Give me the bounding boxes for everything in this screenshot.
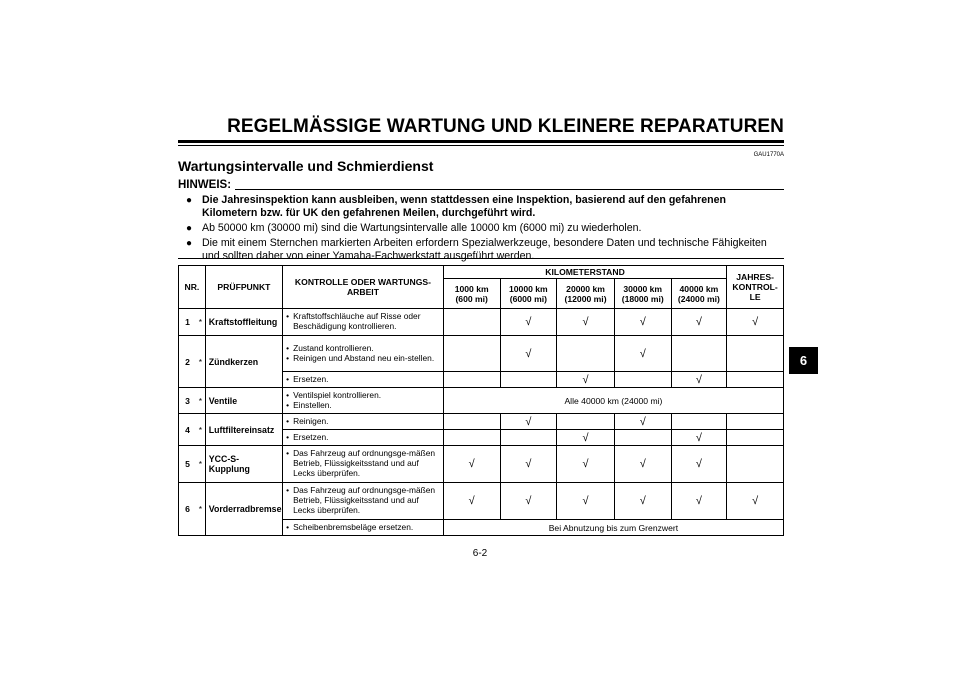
row-work: [283, 414, 444, 430]
bullet-icon: ●: [186, 195, 193, 206]
check-cell: √: [500, 483, 557, 520]
note-bullet-text: Die mit einem Sternchen markierten Arbeiten erfordern Spezialwerkzeuge, besondere Daten und technische Fähigkeiten und sollten daher von einer Yamaha-Fachwerkstatt ausgeführt werden.: [202, 237, 767, 262]
table-row: [179, 336, 784, 372]
row-work: [283, 430, 444, 446]
check-cell: [727, 430, 784, 446]
check-cell: [557, 336, 615, 372]
row-work: [283, 446, 444, 483]
maintenance-table: [178, 265, 784, 536]
note-bullet: [186, 222, 784, 235]
chapter-tab: 6: [789, 347, 818, 374]
row-number: 1: [179, 309, 197, 336]
check-cell: √: [557, 430, 615, 446]
check-cell: [500, 372, 557, 388]
row-number: 3: [179, 388, 197, 414]
section-heading: Wartungsintervalle und Schmierdienst: [178, 158, 434, 174]
row-item: YCC-S-Kupplung: [205, 446, 282, 483]
check-cell: [727, 372, 784, 388]
row-star: *: [196, 483, 205, 536]
check-cell: √: [614, 483, 671, 520]
note-bullet-text: Ab 50000 km (30000 mi) sind die Wartungsintervalle alle 10000 km (6000 mi) zu wiederholen.: [202, 222, 642, 234]
row-item: Luftfiltereinsatz: [205, 414, 282, 446]
table-row: [179, 388, 784, 414]
page-title: REGELMÄSSIGE WARTUNG UND KLEINERE REPARATUREN: [227, 116, 784, 137]
reference-code: GAU1770A: [753, 152, 784, 158]
row-star: *: [196, 309, 205, 336]
check-cell: [500, 430, 557, 446]
check-cell: √: [614, 446, 671, 483]
work-step: • Reinigen und Abstand neu ein-stellen.: [286, 354, 440, 364]
row-number: 5: [179, 446, 197, 483]
check-cell: [727, 414, 784, 430]
check-cell: [443, 336, 500, 372]
check-cell: √: [727, 483, 784, 520]
header-nr: NR.: [179, 266, 206, 309]
row-work: [283, 336, 444, 372]
check-cell: √: [671, 483, 727, 520]
header-km: 1000 km (600 mi): [443, 279, 500, 309]
check-cell: [443, 372, 500, 388]
bullet-icon: ●: [186, 223, 193, 234]
check-cell: [443, 309, 500, 336]
row-item: Vorderradbremse: [205, 483, 282, 536]
row-item: Ventile: [205, 388, 282, 414]
work-step: • Das Fahrzeug auf ordnungsge-mäßen Betrieb, Flüssigkeitsstand und auf Lecks überprüfen.: [286, 449, 440, 478]
work-step: • Reinigen.: [286, 417, 440, 427]
check-cell: √: [500, 309, 557, 336]
check-cell: [727, 336, 784, 372]
work-step: • Ersetzen.: [286, 433, 440, 443]
header-km: 30000 km (18000 mi): [614, 279, 671, 309]
check-cell: √: [671, 446, 727, 483]
work-step: • Einstellen.: [286, 401, 440, 411]
title-rule: [178, 140, 784, 146]
check-cell: √: [500, 446, 557, 483]
check-cell: √: [443, 483, 500, 520]
check-cell: [557, 414, 615, 430]
check-cell: √: [614, 309, 671, 336]
check-cell: [671, 414, 727, 430]
header-km: 40000 km (24000 mi): [671, 279, 727, 309]
work-step: • Scheibenbremsbeläge ersetzen.: [286, 523, 440, 533]
check-cell: √: [671, 309, 727, 336]
check-cell: [671, 336, 727, 372]
header-item: PRÜFPUNKT: [205, 266, 282, 309]
row-star: *: [196, 414, 205, 446]
row-work: [283, 388, 444, 414]
check-cell: [443, 414, 500, 430]
work-step: • Das Fahrzeug auf ordnungsge-mäßen Betrieb, Flüssigkeitsstand und auf Lecks überprüfen.: [286, 486, 440, 515]
row-number: 4: [179, 414, 197, 446]
note-bullet: [186, 237, 784, 263]
check-cell: √: [557, 483, 615, 520]
check-cell: √: [614, 414, 671, 430]
row-star: *: [196, 446, 205, 483]
check-cell: √: [500, 336, 557, 372]
table-row: [179, 483, 784, 520]
check-cell: √: [557, 446, 615, 483]
row-work: [283, 372, 444, 388]
row-work: [283, 483, 444, 520]
note-header: [178, 178, 784, 192]
header-km-group: KILOMETERSTAND: [443, 266, 726, 279]
row-work: [283, 520, 444, 536]
note-bullet-text: Die Jahresinspektion kann ausbleiben, wenn stattdessen eine Inspektion, basierend auf den gefahrenen Kilometern bzw. für UK den gefahrenen Meilen, durchgeführt wird.: [202, 194, 726, 219]
note-label: HINWEIS:: [178, 179, 232, 191]
check-cell: √: [443, 446, 500, 483]
interval-cell: Bei Abnutzung bis zum Grenzwert: [443, 520, 783, 536]
check-cell: √: [557, 372, 615, 388]
check-cell: [727, 446, 784, 483]
note-rule: [235, 189, 784, 190]
row-work: [283, 309, 444, 336]
interval-cell: Alle 40000 km (24000 mi): [443, 388, 783, 414]
check-cell: [614, 372, 671, 388]
check-cell: √: [614, 336, 671, 372]
table-row: [179, 446, 784, 483]
check-cell: [443, 430, 500, 446]
work-step: • Kraftstoffschläuche auf Risse oder Beschädigung kontrollieren.: [286, 312, 440, 332]
bullet-icon: ●: [186, 238, 193, 249]
row-number: 6: [179, 483, 197, 536]
header-work: KONTROLLE ODER WARTUNGS-ARBEIT: [283, 266, 444, 309]
header-km: 20000 km (12000 mi): [557, 279, 615, 309]
work-step: • Ventilspiel kontrollieren.: [286, 391, 440, 401]
check-cell: √: [500, 414, 557, 430]
check-cell: √: [557, 309, 615, 336]
note-bullet: [186, 194, 784, 220]
table-row: [179, 309, 784, 336]
check-cell: √: [671, 372, 727, 388]
page-number: 6-2: [472, 548, 488, 559]
header-annual: JAHRES-KONTROL-LE: [727, 266, 784, 309]
work-step: • Zustand kontrollieren.: [286, 344, 440, 354]
row-item: Kraftstoffleitung: [205, 309, 282, 336]
row-star: *: [196, 388, 205, 414]
check-cell: √: [727, 309, 784, 336]
header-km: 10000 km (6000 mi): [500, 279, 557, 309]
row-number: 2: [179, 336, 197, 388]
table-header-row: [179, 266, 784, 279]
work-step: • Ersetzen.: [286, 375, 440, 385]
note-bullets: [186, 194, 784, 265]
check-cell: [614, 430, 671, 446]
row-star: *: [196, 336, 205, 388]
note-end-rule: [178, 258, 784, 259]
row-item: Zündkerzen: [205, 336, 282, 388]
table-row: [179, 414, 784, 430]
check-cell: √: [671, 430, 727, 446]
